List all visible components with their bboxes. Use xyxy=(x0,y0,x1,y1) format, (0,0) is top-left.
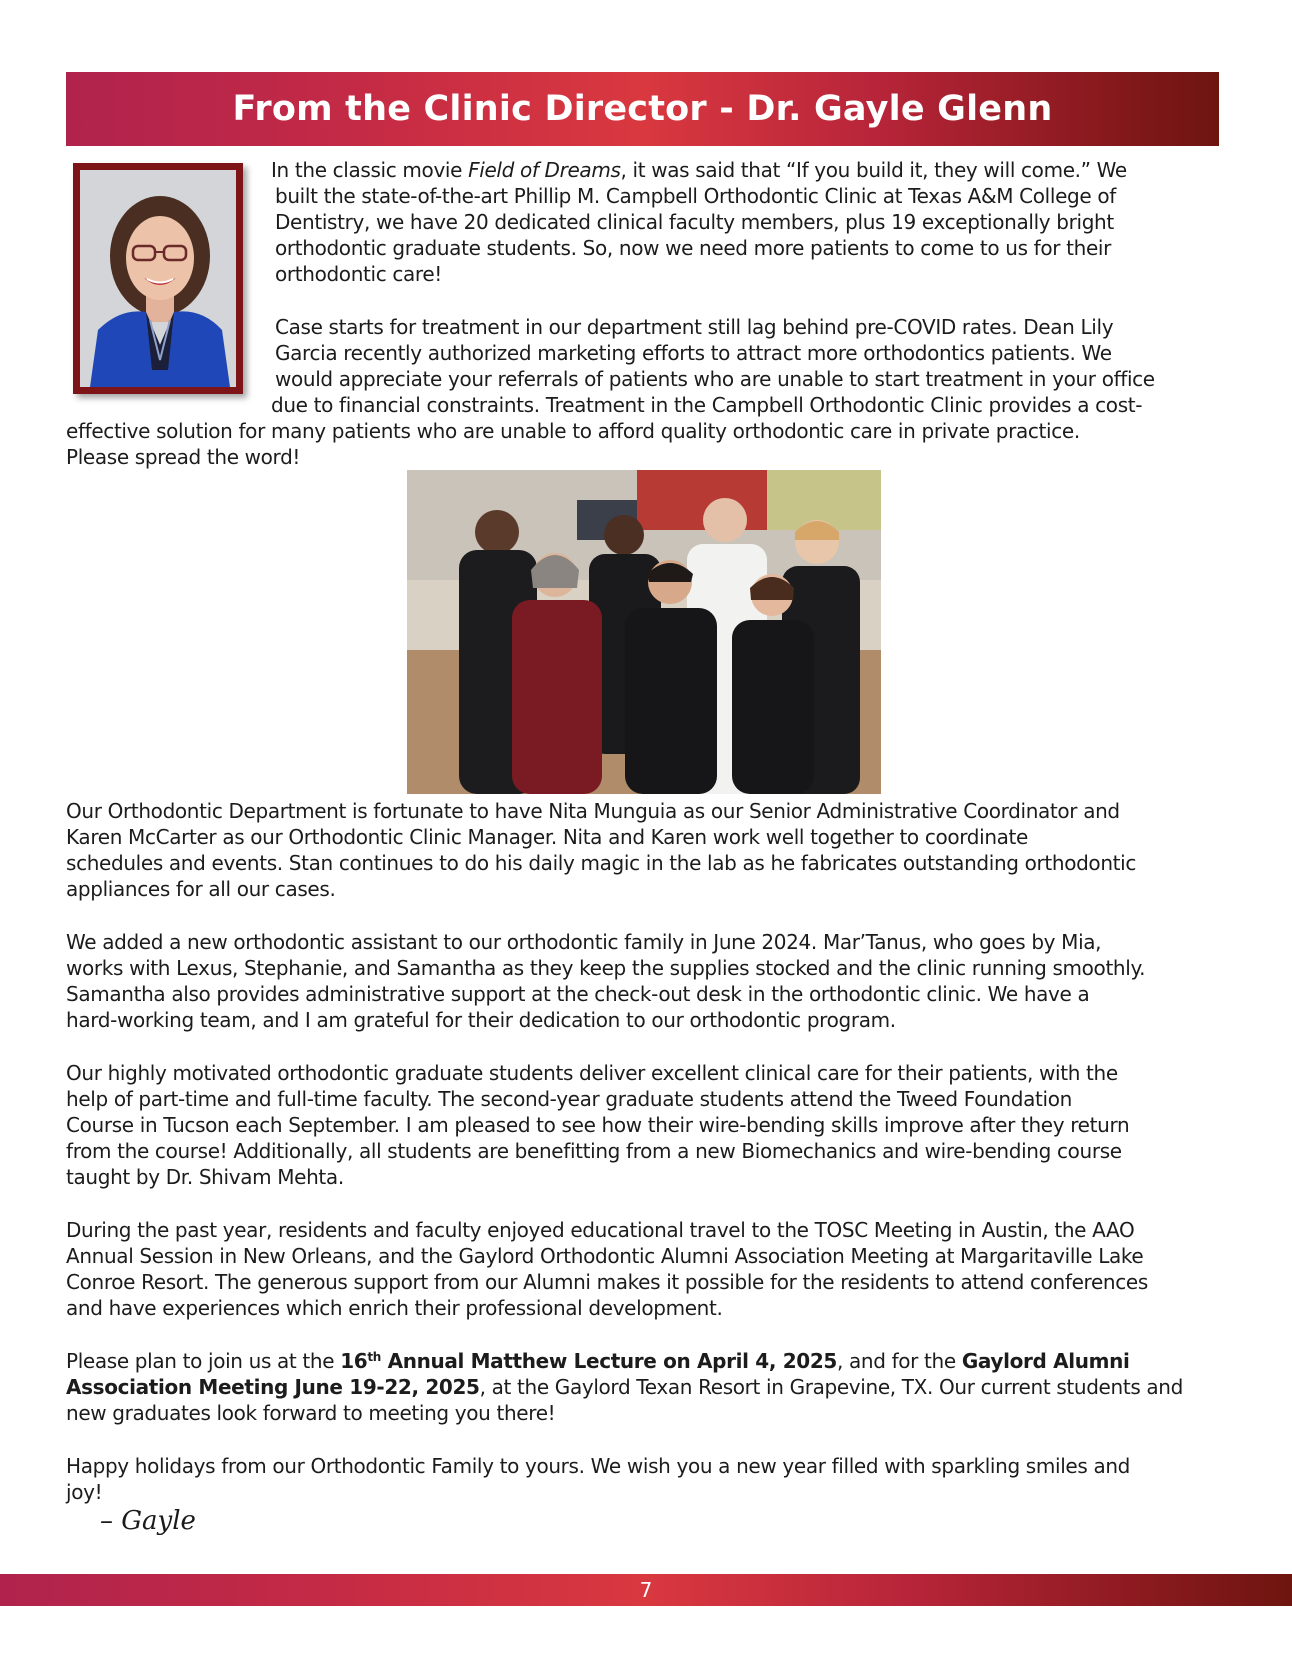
intro-text: In the classic movie xyxy=(271,158,469,182)
title-banner xyxy=(66,72,1219,146)
assistant-line-4: hard-working team, and I am grateful for their dedication to our orthodontic program. xyxy=(66,1008,896,1032)
students-line-5: taught by Dr. Shivam Mehta. xyxy=(66,1165,344,1189)
travel-line-3: Conroe Resort. The generous support from our Alumni makes it possible for the residents to attend conferences xyxy=(66,1270,1148,1294)
students-line-1: Our highly motivated orthodontic graduate students deliver excellent clinical care for their patients, with the xyxy=(66,1061,1118,1085)
assistant-line-2: works with Lexus, Stephanie, and Samantha as they keep the supplies stocked and the clinic running smoothly. xyxy=(66,956,1146,980)
case-line-6: Please spread the word! xyxy=(66,445,301,469)
intro-line-1 xyxy=(271,157,1127,183)
page-title: From the Clinic Director - Dr. Gayle Glenn xyxy=(232,89,1053,129)
alumni-event-date: Association Meeting June 19-22, 2025 xyxy=(66,1375,480,1399)
students-line-4: from the course! Additionally, all students are benefitting from a new Biomechanics and wire-bending course xyxy=(66,1139,1122,1163)
alumni-event: Gaylord Alumni xyxy=(961,1349,1130,1373)
page-number: 7 xyxy=(639,1578,653,1602)
lecture-event: Annual Matthew Lecture on April 4, 2025 xyxy=(380,1349,837,1373)
travel-line-4: and have experiences which enrich their professional development. xyxy=(66,1296,723,1320)
footer-bar xyxy=(0,1574,1292,1606)
staff-line-1: Our Orthodontic Department is fortunate to have Nita Munguia as our Senior Administrative Coordinator and xyxy=(66,799,1120,823)
team-photo xyxy=(407,470,881,794)
events-line-1 xyxy=(66,1348,1130,1374)
closing-line-1: Happy holidays from our Orthodontic Family to yours. We wish you a new year filled with sparkling smiles and xyxy=(66,1454,1131,1478)
assistant-line-1: We added a new orthodontic assistant to our orthodontic family in June 2024. Mar’Tanus, who goes by Mia, xyxy=(66,930,1102,954)
case-line-3: would appreciate your referrals of patients who are unable to start treatment in your office xyxy=(275,367,1155,391)
intro-text: , it was said that “If you build it, they will come.” We xyxy=(620,158,1127,182)
intro-line-4: orthodontic graduate students. So, now we need more patients to come to us for their xyxy=(275,236,1111,260)
portrait-image xyxy=(80,170,236,387)
students-line-2: help of part-time and full-time faculty. The second-year graduate students attend the Tweed Foundation xyxy=(66,1087,1072,1111)
students-line-3: Course in Tucson each September. I am pleased to see how their wire-bending skills improve after they return xyxy=(66,1113,1130,1137)
team-photo-image xyxy=(407,470,881,794)
staff-line-2: Karen McCarter as our Orthodontic Clinic Manager. Nita and Karen work well together to coordinate xyxy=(66,825,1028,849)
director-portrait xyxy=(73,163,243,394)
intro-line-5: orthodontic care! xyxy=(275,262,442,286)
travel-line-2: Annual Session in New Orleans, and the Gaylord Orthodontic Alumni Association Meeting at Margaritaville Lake xyxy=(66,1244,1144,1268)
events-text: , and for the xyxy=(836,1349,962,1373)
closing-line-2: joy! xyxy=(66,1480,103,1504)
assistant-line-3: Samantha also provides administrative support at the check-out desk in the orthodontic clinic. We have a xyxy=(66,982,1090,1006)
case-line-2: Garcia recently authorized marketing efforts to attract more orthodontics patients. We xyxy=(275,341,1112,365)
events-line-3: new graduates look forward to meeting you there! xyxy=(66,1401,556,1425)
intro-line-3: Dentistry, we have 20 dedicated clinical faculty members, plus 19 exceptionally bright xyxy=(275,210,1114,234)
staff-line-4: appliances for all our cases. xyxy=(66,877,336,901)
events-text: Please plan to join us at the xyxy=(66,1349,341,1373)
lecture-number: 16 xyxy=(340,1349,368,1373)
intro-line-2: built the state-of-the-art Phillip M. Campbell Orthodontic Clinic at Texas A&M College of xyxy=(275,184,1116,208)
case-line-5: effective solution for many patients who are unable to afford quality orthodontic care in private practice. xyxy=(66,419,1080,443)
case-line-1: Case starts for treatment in our department still lag behind pre-COVID rates. Dean Lily xyxy=(275,315,1114,339)
travel-line-1: During the past year, residents and faculty enjoyed educational travel to the TOSC Meeting in Austin, the AAO xyxy=(66,1218,1135,1242)
staff-line-3: schedules and events. Stan continues to do his daily magic in the lab as he fabricates outstanding orthodontic xyxy=(66,851,1136,875)
events-line-2 xyxy=(66,1374,1183,1400)
ordinal-suffix: th xyxy=(367,1350,381,1364)
case-line-4: due to financial constraints. Treatment in the Campbell Orthodontic Clinic provides a cost- xyxy=(271,393,1143,417)
signature: – Gayle xyxy=(100,1506,196,1536)
movie-title: Field of Dreams xyxy=(468,158,621,182)
events-text: , at the Gaylord Texan Resort in Grapevine, TX. Our current students and xyxy=(479,1375,1183,1399)
